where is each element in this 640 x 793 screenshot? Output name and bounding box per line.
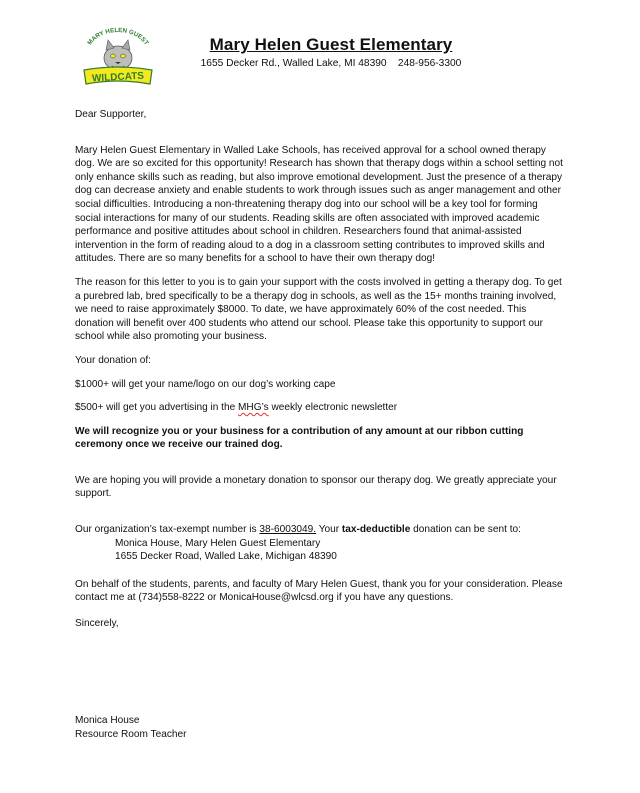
sincerely: Sincerely, <box>75 618 119 630</box>
send-to-name: Monica House, Mary Helen Guest Elementary <box>115 537 321 549</box>
tax-deductible: tax-deductible <box>341 524 411 536</box>
tier2-text-post: weekly electronic newsletter <box>268 402 398 414</box>
letter-body <box>75 108 565 641</box>
send-to-address: 1655 Decker Road, Walled Lake, Michigan 48390 <box>115 551 337 563</box>
paragraph-benefits: Mary Helen Guest Elementary in Walled Lake Schools, has received approval for a school owned therapy dog. We are so excited for this opportunity! Research has shown that therapy dogs within a school setting not only enhance skills such as reading, but also improve emotional development. Just the presence of a therapy dog can decrease anxiety and enable students to work through issues such as anger management and other social difficulties. Introducing a non-threatening therapy dog into our school will be a key tool for forming social interactions for many of our students. Reading skills are often associated with improved academic performance and positive attitudes about school in children. Researchers found that animal-assisted intervention in the form of reading aloud to a dog in a classroom setting contributes to improved skills and attitudes. There are so many benefits for a school to have their own therapy dog! <box>75 144 563 265</box>
signer-role: Resource Room Teacher <box>75 729 187 740</box>
donation-intro: Your donation of: <box>75 354 151 366</box>
logo-wordmark: WILDCATS <box>91 70 145 85</box>
svg-text:MARY HELEN GUEST <box>86 27 150 47</box>
donation-tier-500 <box>75 401 565 415</box>
wildcats-logo <box>78 26 158 90</box>
school-address: 1655 Decker Rd., Walled Lake, MI 48390 <box>200 58 387 69</box>
school-address-line <box>176 58 486 69</box>
tax-text-pre: Our organization’s tax-exempt number is <box>75 524 260 536</box>
signer-name: Monica House <box>75 715 140 726</box>
school-phone: 248-956-3300 <box>397 58 462 69</box>
closing-paragraph: On behalf of the students, parents, and faculty of Mary Helen Guest, thank you for your consideration. Please contact me at (734)558-8222 or MonicaHouse@wlcsd.org if you have any questions. <box>75 578 563 604</box>
tier2-mhg: MHG’s <box>238 402 269 414</box>
paragraph-costs: The reason for this letter to you is to gain your support with the costs involved in getting a therapy dog. To get a purebred lab, bred specifically to be a therapy dog in schools, as well as the 15+ months training involved, we need to raise approximately $8000. To date, we have approximately 60% of the cost needed. This donation will benefit over 400 students who attend our school. Please take this opportunity to support our school while also promoting your business. <box>75 276 562 343</box>
logo-arc-text: MARY HELEN GUEST <box>86 26 150 47</box>
greeting: Dear Supporter, <box>75 109 147 120</box>
donation-tier-1000: $1000+ will get your name/logo on our dog’s working cape <box>75 378 336 390</box>
tax-text-mid: Your <box>316 524 342 536</box>
tier2-text-pre: $500+ will get you advertising in the <box>75 402 239 414</box>
tax-number: 38-6003049. <box>259 524 317 536</box>
recognition-note: We will recognize you or your business for a contribution of any amount at our ribbon cutting ceremony once we receive our trained dog. <box>75 425 524 451</box>
tax-text-post: donation can be sent to: <box>410 524 521 536</box>
tax-exempt-line <box>75 523 565 537</box>
signature-block <box>75 714 186 742</box>
paragraph-hope: We are hoping you will provide a monetary donation to sponsor our therapy dog. We greatly appreciate your support. <box>75 474 557 500</box>
school-title: Mary Helen Guest Elementary <box>209 35 453 54</box>
